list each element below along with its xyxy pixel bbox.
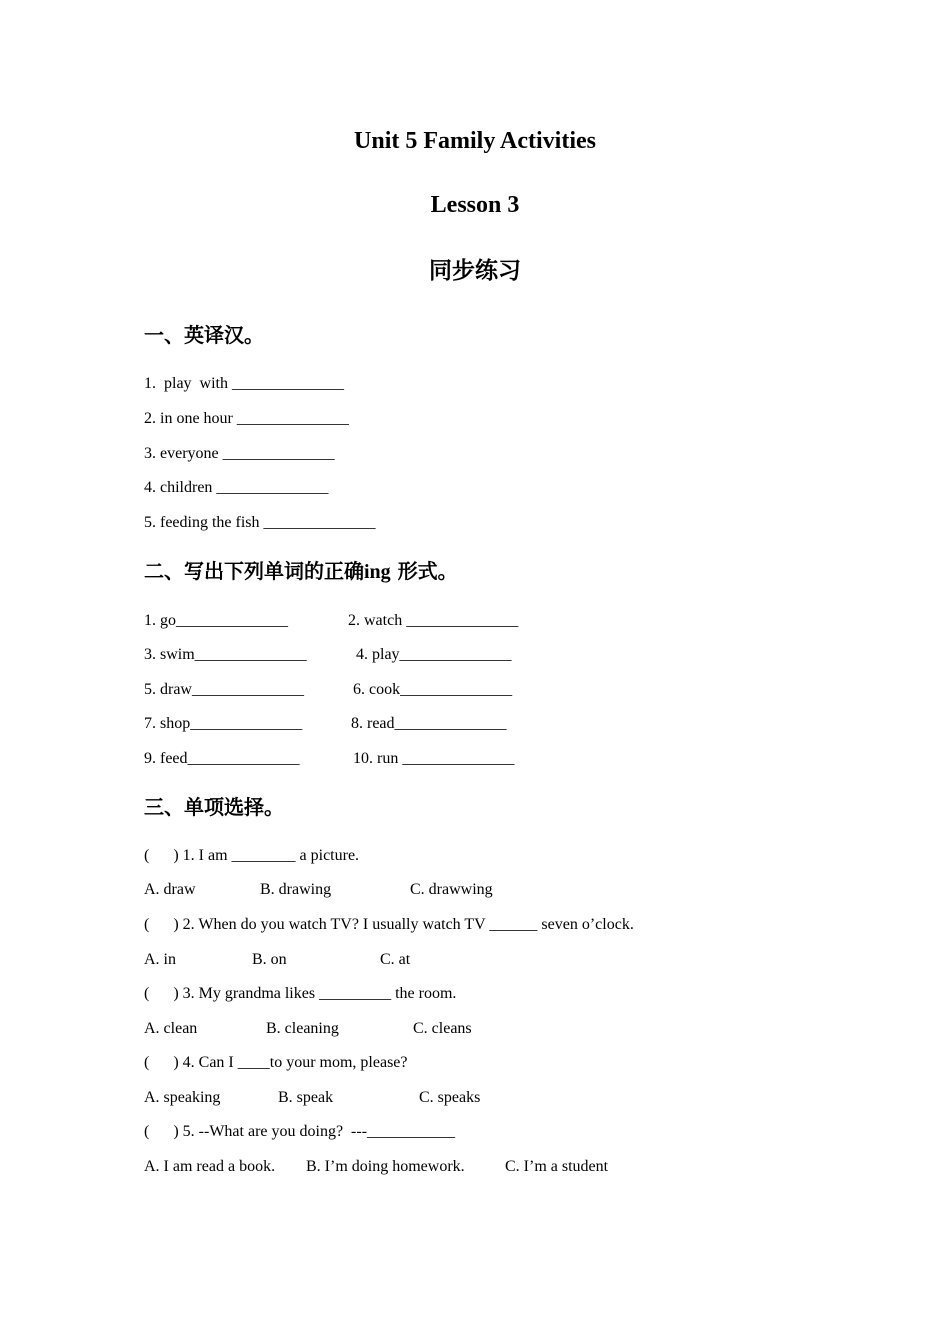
question-5-option-b: B. I’m doing homework.: [306, 1158, 465, 1175]
section2-item-3: 3. swim______________: [144, 646, 307, 663]
section2-item-2: 2. watch ______________: [348, 612, 519, 629]
question-3-option-a: A. clean: [144, 1020, 198, 1037]
section1-item-5: 5. feeding the fish ______________: [144, 514, 376, 531]
question-4-stem: ( ) 4. Can I ____to your mom, please?: [144, 1054, 408, 1071]
question-3-option-c: C. cleans: [413, 1020, 472, 1037]
section2-item-6: 6. cook______________: [353, 681, 513, 698]
question-2-stem: ( ) 2. When do you watch TV? I usually watch TV ______ seven o’clock.: [144, 916, 634, 933]
question-2-option-c: C. at: [380, 951, 411, 968]
section1-item-3: 3. everyone ______________: [144, 445, 335, 462]
question-2-option-b: B. on: [252, 951, 287, 968]
section1-item-2: 2. in one hour ______________: [144, 410, 349, 427]
section2-item-9: 9. feed______________: [144, 750, 300, 767]
question-5-option-a: A. I am read a book.: [144, 1158, 276, 1175]
section1-item-1: 1. play with ______________: [144, 375, 344, 392]
section2-heading-en: ing: [364, 561, 391, 583]
question-1-option-a: A. draw: [144, 881, 196, 898]
question-3-option-b: B. cleaning: [266, 1020, 339, 1037]
unit-title: Unit 5 Family Activities: [354, 128, 596, 154]
question-2-option-a: A. in: [144, 951, 176, 968]
section1-heading: 一、英译汉。: [144, 323, 264, 347]
question-4-option-a: A. speaking: [144, 1089, 221, 1106]
section2-item-10: 10. run ______________: [353, 750, 515, 767]
question-5-option-c: C. I’m a student: [505, 1158, 609, 1175]
question-3-stem: ( ) 3. My grandma likes _________ the room.: [144, 985, 457, 1002]
section2-heading-post: 形式。: [397, 559, 458, 583]
section1-item-4: 4. children ______________: [144, 479, 329, 496]
section2-heading-pre: 二、写出下列单词的正确: [144, 559, 364, 583]
section2-item-5: 5. draw______________: [144, 681, 304, 698]
question-5-stem: ( ) 5. --What are you doing? ---___________: [144, 1123, 456, 1140]
question-4-option-c: C. speaks: [419, 1089, 481, 1106]
practice-subtitle: 同步练习: [429, 258, 521, 284]
lesson-title: Lesson 3: [430, 192, 520, 218]
section3-heading: 三、单项选择。: [144, 795, 284, 819]
section2-item-1: 1. go______________: [144, 612, 288, 629]
question-1-stem: ( ) 1. I am ________ a picture.: [144, 847, 360, 864]
section2-heading: [144, 558, 458, 585]
section2-item-8: 8. read______________: [351, 715, 507, 732]
section2-item-7: 7. shop______________: [144, 715, 303, 732]
section2-item-4: 4. play______________: [356, 646, 512, 663]
question-1-option-b: B. drawing: [260, 881, 332, 898]
question-4-option-b: B. speak: [278, 1089, 334, 1106]
question-1-option-c: C. drawwing: [410, 881, 493, 898]
